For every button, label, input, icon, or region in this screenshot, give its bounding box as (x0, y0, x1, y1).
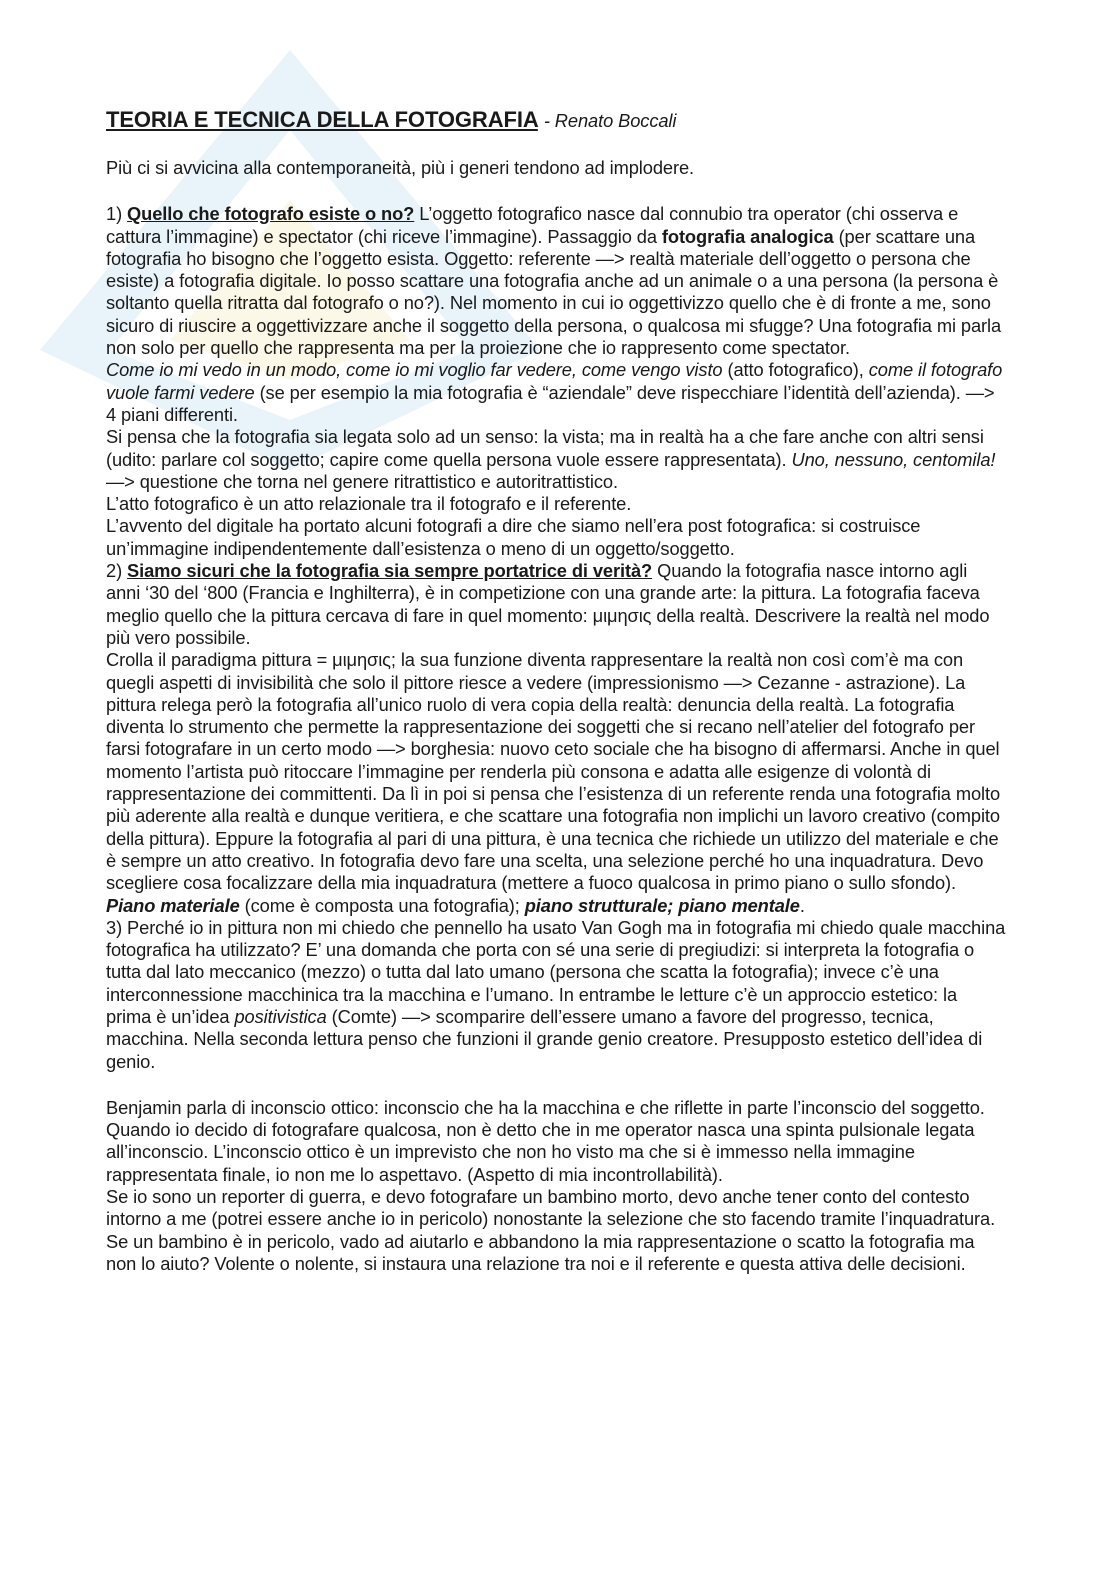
emphasis-analog: fotografia analogica (661, 225, 834, 247)
title-main: TEORIA E TECNICA DELLA FOTOGRAFIA (106, 107, 538, 132)
benjamin-paragraph: Benjamin parla di inconscio ottico: inconscio che ha la macchina e che riflette in parte l’inconscio del soggetto. Quando io decido di fotografare qualcosa, non è detto che in me operator nasca una spinta pulsionale legata all’inconscio. L’inconscio ottico è un imprevisto che non ho visto ma che si è immesso nella immagine rappresentata finale, io non me lo aspettavo. (Aspetto di mia incontrollabilità). (106, 1096, 985, 1185)
section-1-senses-paragraph (106, 426, 1006, 493)
section-1-text: L’oggetto fotografico nasce dal connubio tra operator (chi osserva e cattura l’immagine) e spectator (chi riceve l’immagine). Passaggio da (106, 203, 959, 247)
section-2-heading: Siamo sicuri che la fotografia sia sempre portatrice di verità? (127, 560, 653, 582)
document-page (106, 106, 1006, 1275)
italic-positivistica: positivistica (234, 1005, 327, 1027)
section-2-paradigm-paragraph: Crolla il paradigma pittura = μιμησις; la sua funzione diventa rappresentare la realtà non così com’è ma con quegli aspetti di invisibilità che solo il pittore riesce a vedere (impressionismo —> Cezanne - astrazione). La pittura relega però la fotografia all’unico ruolo di vera copia della realtà: denuncia della realtà. La fotografia diventa lo strumento che permette la rappresentazione dei soggetti che si recano nell’atelier del fotografo per farsi fotografare in un certo modo —> borghesia: nuovo ceto sociale che ha bisogno di affermarsi. Anche in quel momento l’artista può ritoccare l’immagine per renderla più consona e adatta alle esigenze di volontà di rappresentazione dei committenti. Da lì in poi si pensa che l’esistenza di un referente renda una fotografia molto più aderente alla realtà e dunque veritiera, e che scattare una fotografia non implichi un lavoro creativo (compito della pittura). Eppure la fotografia al pari di una pittura, è una tecnica che richiede un utilizzo del materiale e che è sempre un atto creativo. In fotografia devo fare una scelta, una selezione perché ho una inquadratura. Devo scegliere cosa focalizzare della mia inquadratura (mettere a fuoco qualcosa in primo piano o sullo sfondo). (106, 649, 1001, 894)
italic-phrase-1: Come io mi vedo in un modo, come io mi voglio far vedere, come vengo visto (106, 359, 723, 381)
section-1-text-4: (se per esempio la mia fotografia è “aziendale” deve rispecchiare l’identità dell’azienda). —> 4 piani differenti. (106, 381, 995, 425)
section-2-text-2: (come è composta una fotografia); (239, 894, 525, 916)
section-2-text: Quando la fotografia nasce intorno agli anni ‘30 del ‘800 (Francia e Inghilterra), è in competizione con una grande arte: la pittura. La fotografia faceva meglio quello che la pittura cercava di fare in quel momento: μιμησις della realtà. Descrivere la realtà nel modo più vero possibile. (106, 560, 990, 648)
section-1-digital-paragraph: L’avvento del digitale ha portato alcuni fotografi a dire che siamo nell’era post fotografica: si costruisce un’immagine indipendentemente dall’esistenza o meno di un oggetto/soggetto. (106, 515, 921, 559)
section-2-paragraph (106, 560, 1006, 649)
section-1-paragraph (106, 203, 1006, 359)
intro-paragraph: Più ci si avvicina alla contemporaneità, più i generi tendono ad implodere. (106, 157, 695, 178)
emphasis-material-plane: Piano materiale (106, 894, 240, 916)
document-title (106, 106, 1006, 135)
italic-phrase-2: come il fotografo vuole farmi vedere (106, 359, 1003, 403)
section-1-text-3: (atto fotografico), (722, 359, 869, 381)
section-3-paragraph (106, 917, 1006, 1073)
italic-phrase-3: Uno, nessuno, centomila! (791, 448, 996, 470)
section-1-planes-paragraph (106, 359, 1006, 426)
section-1-number: 1) (106, 203, 128, 225)
section-1-heading: Quello che fotografo esiste o no? (127, 203, 415, 225)
war-reporter-paragraph: Se io sono un reporter di guerra, e devo fotografare un bambino morto, devo anche tener conto del contesto intorno a me (potrei essere anche io in pericolo) nonostante la selezione che sto facendo tramite l’inquadratura. Se un bambino è in pericolo, vado ad aiutarlo e abbandono la mia rappresentazione o scatto la fotografia ma non lo aiuto? Volente o nolente, si instaura una relazione tra noi e il referente e questa attiva delle decisioni. (106, 1186, 996, 1274)
section-2-text-3: . (799, 894, 805, 916)
section-1-text-5: Si pensa che la fotografia sia legata solo ad un senso: la vista; ma in realtà ha a che fare anche con altri sensi (udito: parlare col soggetto; capire come quella persona vuole essere rappresentata). (106, 426, 984, 470)
title-author: - Renato Boccali (543, 110, 677, 131)
section-3-text: 3) Perché io in pittura non mi chiedo che pennello ha usato Van Gogh ma in fotografia mi chiedo quale macchina fotografica ha utilizzato? E’ una domanda che porta con sé una serie di pregiudizi: si interpreta la fotografia o tutta dal lato meccanico (mezzo) o tutta dal lato umano (persona che scatta la fotografia); invece c’è una interconnessione macchinica tra la macchina e l’umano. In entrambe le letture c’è un approccio estetico: la prima è un’idea (106, 916, 1006, 1027)
section-2-number: 2) (106, 560, 128, 582)
section-1-relational-paragraph: L’atto fotografico è un atto relazionale tra il fotografo e il referente. (106, 493, 632, 515)
section-3-text-2: (Comte) —> scomparire dell’essere umano a favore del progresso, tecnica, macchina. Nella seconda lettura penso che funzioni il grande genio creatore. Presupposto estetico dell’idea di genio. (106, 1005, 983, 1072)
section-1-text-2: (per scattare una fotografia ho bisogno che l’oggetto esista. Oggetto: referente —> realtà materiale dell’oggetto o persona che esiste) a fotografia digitale. Io posso scattare una fotografia anche ad un animale o a una persona (la persona è soltanto quella ritratta dal fotografo o no?). Nel momento in cui io oggettivizzo quello che è di fronte a me, sono sicuro di riuscire a oggettivizzare anche il soggetto della persona, o qualcosa mi sfugge? Una fotografia mi parla non solo per quello che rappresenta ma per la proiezione che io rappresento come spectator. (106, 225, 1002, 359)
emphasis-structural-mental: piano strutturale; piano mentale (524, 894, 800, 916)
section-2-planes-paragraph (106, 895, 1006, 917)
section-1-text-6: —> questione che torna nel genere ritrattistico e autoritrattistico. (106, 470, 618, 492)
